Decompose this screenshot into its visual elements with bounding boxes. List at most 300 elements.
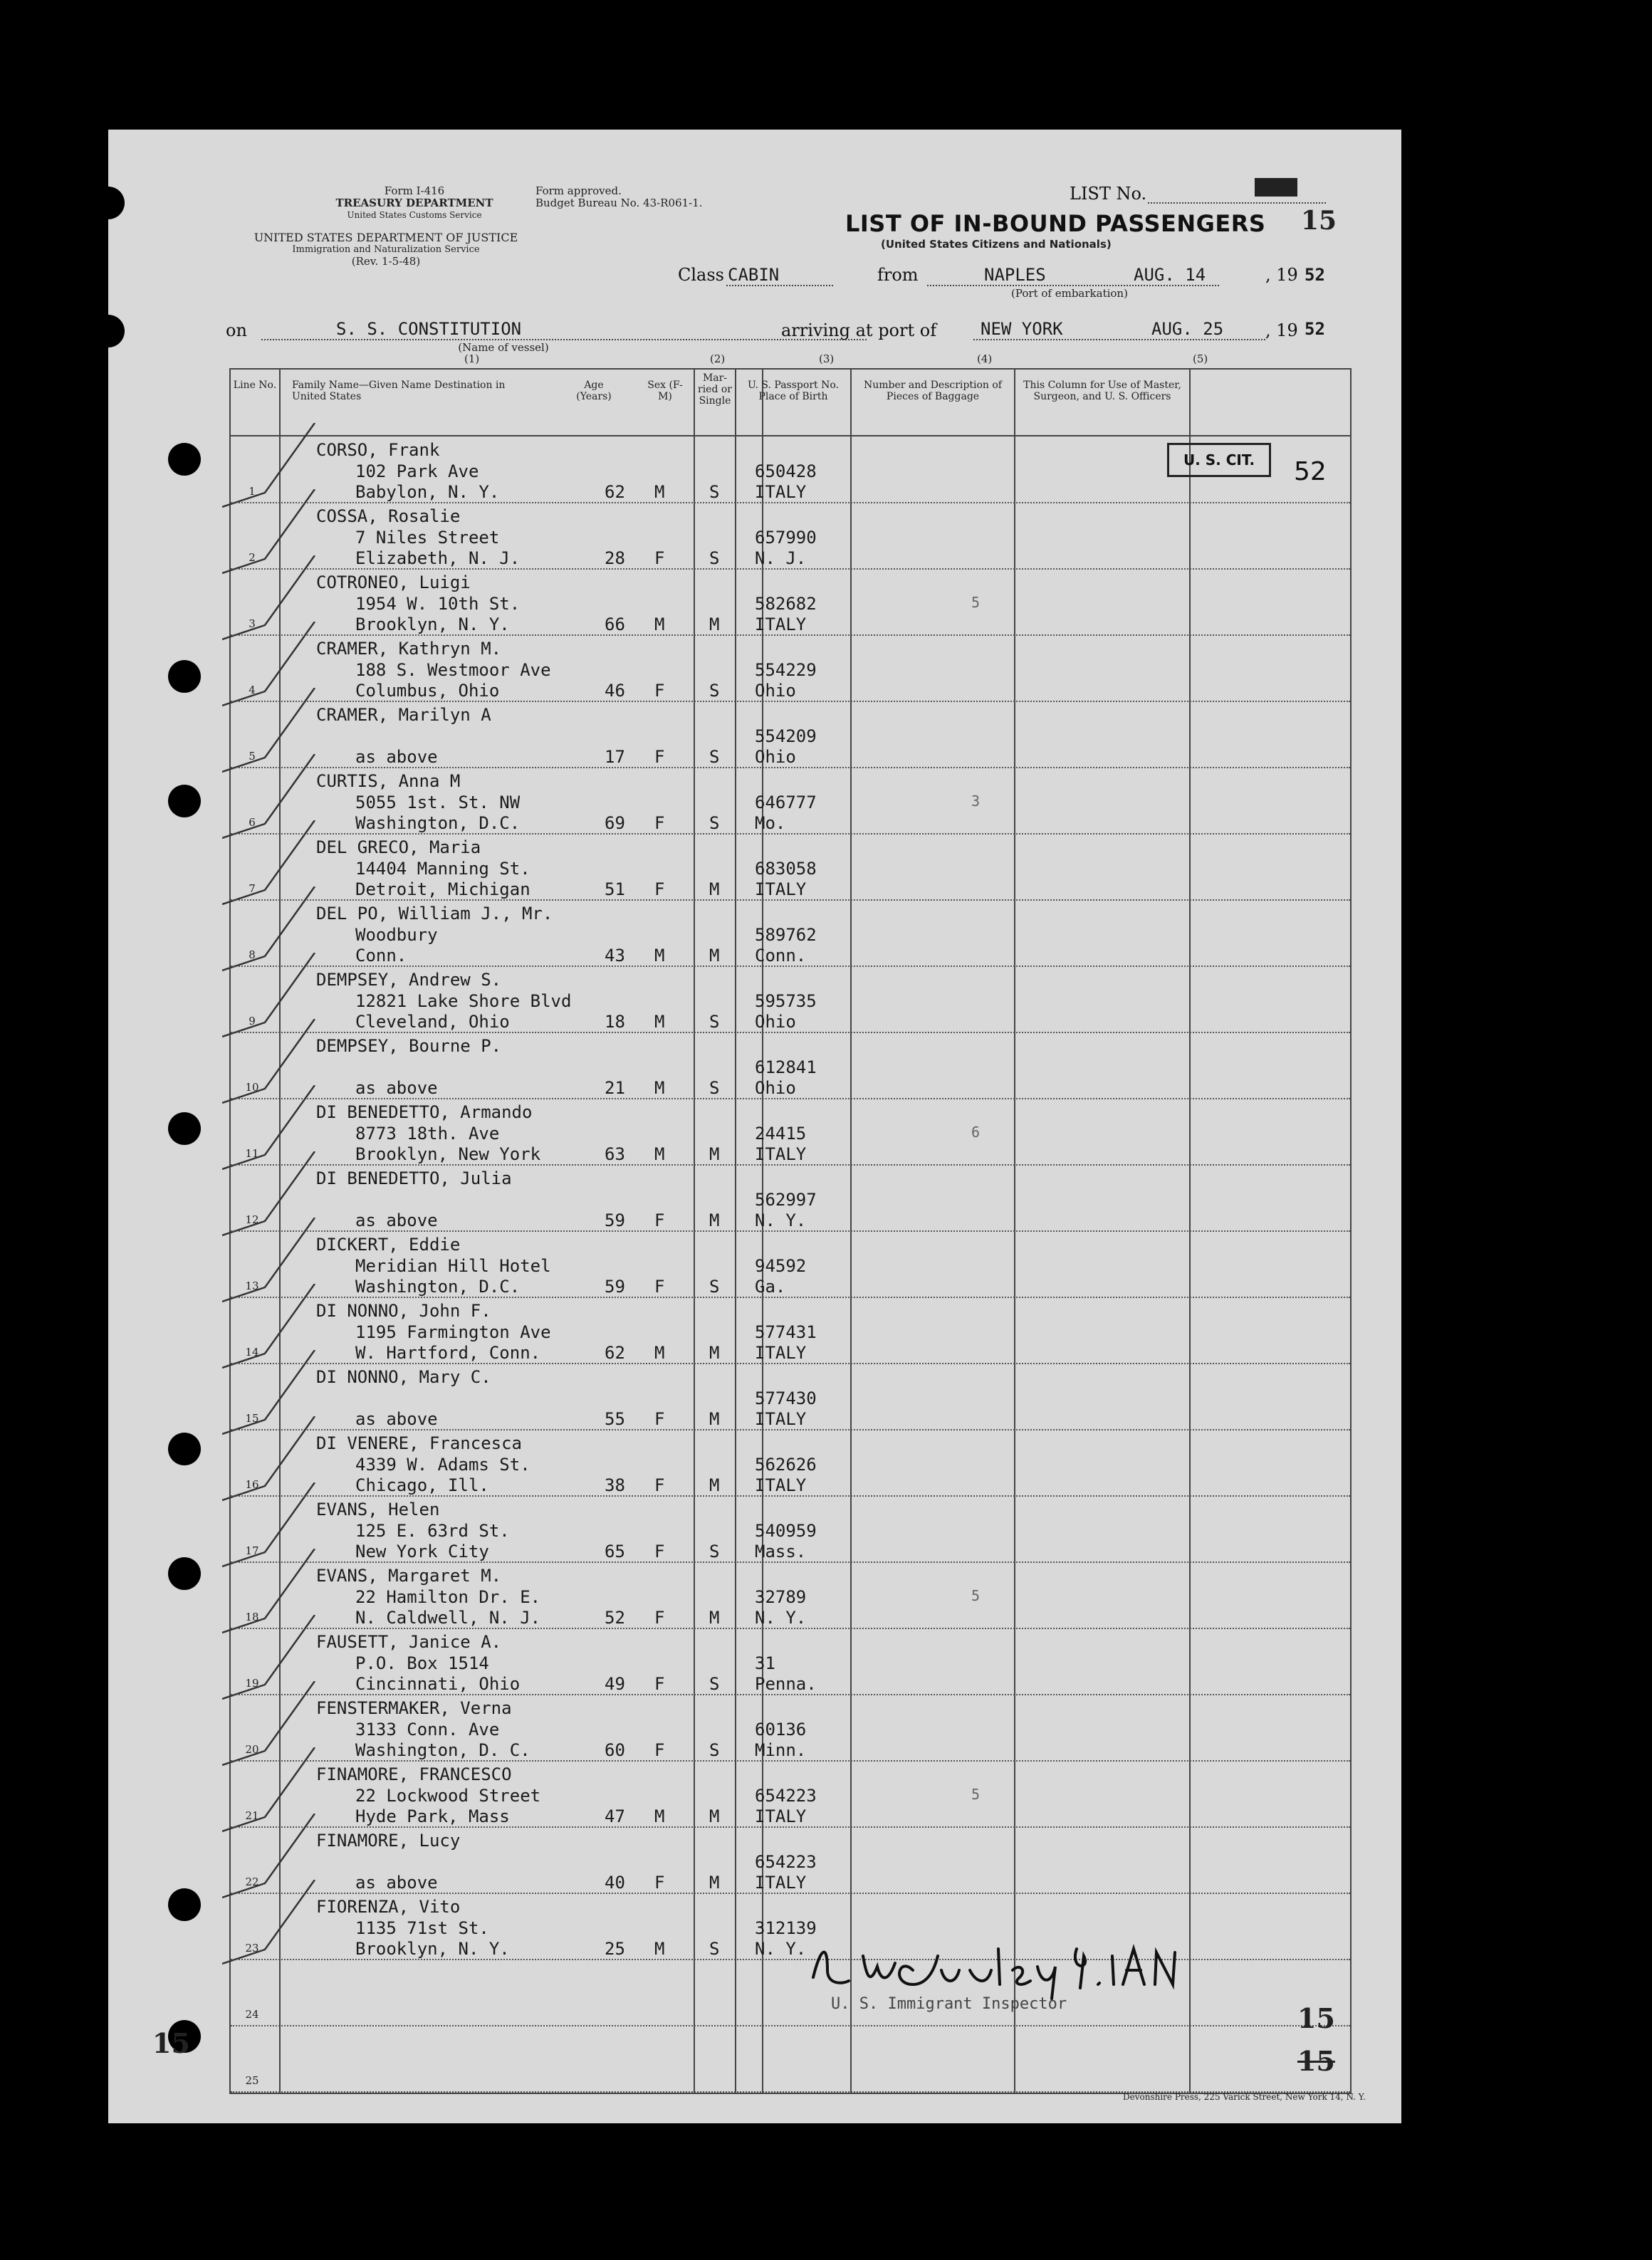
passport-number: 646777 [755, 792, 817, 812]
destination-city: Conn. [355, 946, 407, 966]
passenger-name: DI NONNO, Mary C. [316, 1367, 491, 1387]
line-number: 21 [245, 1809, 259, 1822]
passenger-name: DEMPSEY, Bourne P. [316, 1036, 502, 1056]
passport-number: 654223 [755, 1852, 817, 1872]
table-row [231, 835, 1350, 901]
passenger-name: CURTIS, Anna M [316, 771, 461, 791]
sex-value: F [654, 1542, 665, 1561]
age-value: 17 [605, 747, 625, 767]
passenger-name: DEMPSEY, Andrew S. [316, 970, 502, 990]
passport-number: 612841 [755, 1057, 817, 1077]
marital-status: M [709, 1409, 720, 1429]
table-row [231, 1497, 1350, 1563]
table-row [231, 1166, 1350, 1232]
sex-value: F [654, 1277, 665, 1297]
from-label: from [877, 265, 919, 285]
depart-year: 52 [1305, 265, 1325, 285]
sex-value: F [654, 681, 665, 701]
sex-value: M [654, 1144, 665, 1164]
arrival-port: NEW YORK [981, 319, 1063, 339]
passenger-name: EVANS, Helen [316, 1500, 440, 1519]
sex-value: M [654, 1806, 665, 1826]
line-number: 16 [245, 1478, 259, 1491]
passenger-name: DI NONNO, John F. [316, 1301, 491, 1321]
line-number: 13 [245, 1280, 259, 1292]
table-row [231, 1695, 1350, 1762]
line-number: 25 [245, 2074, 259, 2087]
birthplace: Ohio [755, 1078, 796, 1098]
destination-city: Elizabeth, N. J. [355, 548, 521, 568]
passport-number: 24415 [755, 1124, 807, 1144]
destination-city: N. Caldwell, N. J. [355, 1608, 541, 1628]
check-mark-icon [222, 1880, 322, 1965]
list-no-label: LIST No. [1070, 184, 1147, 204]
line-number: 17 [245, 1544, 259, 1557]
baggage-count: 5 [971, 1786, 981, 1803]
list-no-line [1148, 202, 1326, 204]
marital-status: S [709, 1012, 720, 1032]
baggage-count: 3 [971, 792, 981, 810]
line-number: 11 [245, 1147, 259, 1160]
table-row [231, 1033, 1350, 1099]
sex-value: M [654, 1078, 665, 1098]
birthplace: ITALY [755, 614, 807, 634]
line-number: 8 [249, 948, 256, 961]
address-line: 1195 Farmington Ave [355, 1322, 551, 1342]
age-value: 49 [605, 1674, 625, 1694]
birthplace: ITALY [755, 879, 807, 899]
age-value: 51 [605, 879, 625, 899]
marital-status: S [709, 1939, 720, 1959]
sex-value: F [654, 1740, 665, 1760]
sex-value: F [654, 1475, 665, 1495]
birthplace: Ga. [755, 1277, 786, 1297]
passenger-name: CRAMER, Kathryn M. [316, 639, 502, 659]
customs-label: United States Customs Service [347, 210, 482, 220]
table-row [231, 570, 1350, 636]
sex-value: F [654, 1674, 665, 1694]
age-value: 55 [605, 1409, 625, 1429]
sex-value: F [654, 1210, 665, 1230]
destination-city: New York City [355, 1542, 489, 1561]
list-number: 15 [1301, 206, 1337, 236]
age-value: 52 [605, 1608, 625, 1628]
line-number: 7 [249, 882, 256, 895]
destination-city: Cleveland, Ohio [355, 1012, 510, 1032]
birthplace: N. Y. [755, 1210, 807, 1230]
address-line: 1954 W. 10th St. [355, 594, 521, 614]
printer-footer: Devonshire Press, 225 Varick Street, New York 14, N. Y. [1122, 2092, 1366, 2102]
passenger-name: DEL PO, William J., Mr. [316, 904, 553, 924]
table-row [231, 2026, 1350, 2093]
marital-status: M [709, 1873, 720, 1893]
passport-number: 94592 [755, 1256, 807, 1276]
binder-hole [168, 1557, 201, 1590]
marital-status: M [709, 946, 720, 966]
col-head-passport: U. S. Passport No. Place of Birth [748, 380, 839, 402]
line-number: 20 [245, 1743, 259, 1756]
age-value: 43 [605, 946, 625, 966]
port-line [973, 339, 1265, 340]
table-body [231, 437, 1350, 2093]
sex-value: M [654, 1343, 665, 1363]
destination-city: as above [355, 1409, 438, 1429]
arrive-year: 52 [1305, 319, 1325, 339]
birthplace: Mo. [755, 813, 786, 833]
destination-city: Brooklyn, New York [355, 1144, 541, 1164]
col-head-baggage: Number and Description of Pieces of Baggage [864, 380, 1002, 402]
address-line: 102 Park Ave [355, 461, 479, 481]
form-header-justice [222, 231, 550, 268]
passport-number: 683058 [755, 859, 817, 879]
address-line: 3133 Conn. Ave [355, 1720, 500, 1740]
passport-number: 562626 [755, 1455, 817, 1475]
line-number: 23 [245, 1942, 259, 1955]
age-value: 63 [605, 1144, 625, 1164]
line-number: 19 [245, 1677, 259, 1690]
marital-status: M [709, 879, 720, 899]
destination-city: as above [355, 1873, 438, 1893]
col-number: (4) [977, 352, 993, 365]
revision-label: (Rev. 1-5-48) [351, 255, 421, 268]
age-value: 21 [605, 1078, 625, 1098]
destination-city: Washington, D.C. [355, 813, 521, 833]
budget-label: Budget Bureau No. 43-R061-1. [535, 197, 703, 209]
table-row [231, 901, 1350, 967]
birthplace: ITALY [755, 482, 807, 502]
destination-city: as above [355, 1078, 438, 1098]
passport-number: 650428 [755, 461, 817, 481]
address-line: 188 S. Westmoor Ave [355, 660, 551, 680]
arriving-label: arriving at port of [781, 320, 937, 340]
passenger-name: EVANS, Margaret M. [316, 1566, 502, 1586]
embark-note: (Port of embarkation) [1011, 287, 1128, 300]
col-head-married: Mar- ried or Single [698, 372, 732, 407]
birthplace: N. Y. [755, 1939, 807, 1959]
binder-hole [168, 660, 201, 693]
marital-status: S [709, 747, 720, 767]
address-line: 14404 Manning St. [355, 859, 530, 879]
table-row [231, 636, 1350, 702]
passport-number: 595735 [755, 991, 817, 1011]
destination-city: Washington, D.C. [355, 1277, 521, 1297]
table-row [231, 1828, 1350, 1894]
passport-number: 312139 [755, 1918, 817, 1938]
age-value: 69 [605, 813, 625, 833]
col-number: (1) [464, 352, 480, 365]
passport-number: 582682 [755, 594, 817, 614]
destination-city: Brooklyn, N. Y. [355, 1939, 510, 1959]
redaction-mark [1255, 178, 1297, 197]
table-row [231, 503, 1350, 570]
marital-status: S [709, 681, 720, 701]
destination-city: Washington, D. C. [355, 1740, 530, 1760]
manifest-page [108, 130, 1401, 2123]
birthplace: Mass. [755, 1542, 807, 1561]
line-number: 4 [249, 684, 256, 696]
sex-value: F [654, 548, 665, 568]
passport-number: 577430 [755, 1388, 817, 1408]
passenger-name: CRAMER, Marilyn A [316, 705, 491, 725]
table-row [231, 1364, 1350, 1430]
passport-number: 31 [755, 1653, 775, 1673]
marital-status: S [709, 1740, 720, 1760]
col-head-name: Family Name—Given Name Destination in United States [292, 380, 506, 402]
address-line: 22 Lockwood Street [355, 1786, 541, 1806]
passport-number: 654223 [755, 1786, 817, 1806]
sex-value: F [654, 1409, 665, 1429]
address-line: 8773 18th. Ave [355, 1124, 500, 1144]
destination-city: Cincinnati, Ohio [355, 1674, 521, 1694]
line-number: 2 [249, 551, 256, 564]
binder-hole [92, 315, 125, 347]
class-value: CABIN [728, 265, 780, 285]
age-value: 18 [605, 1012, 625, 1032]
sex-value: M [654, 482, 665, 502]
birthplace: Minn. [755, 1740, 807, 1760]
table-row [231, 1232, 1350, 1298]
birthplace: N. Y. [755, 1608, 807, 1628]
page-number-right: 15 [1297, 2002, 1335, 2034]
passenger-name: FINAMORE, FRANCESCO [316, 1764, 512, 1784]
passport-number: 554209 [755, 726, 817, 746]
marital-status: M [709, 614, 720, 634]
line-number: 1 [249, 485, 256, 498]
marital-status: M [709, 1210, 720, 1230]
col-head-officers: This Column for Use of Master, Surgeon, and U. S. Officers [1023, 380, 1181, 402]
passport-number: 589762 [755, 925, 817, 945]
passport-number: 577431 [755, 1322, 817, 1342]
page-subtitle: (United States Citizens and Nationals) [881, 238, 1112, 251]
passenger-name: COTRONEO, Luigi [316, 572, 471, 592]
form-number: Form I-416 [384, 184, 445, 197]
passport-number: 60136 [755, 1720, 807, 1740]
age-value: 62 [605, 1343, 625, 1363]
ins-label: Immigration and Naturalization Service [292, 244, 480, 255]
col-head-sex: Sex (F-M) [647, 380, 683, 402]
marital-status: S [709, 548, 720, 568]
col-number: (3) [819, 352, 835, 365]
from-line [927, 285, 1219, 286]
birthplace: Conn. [755, 946, 807, 966]
line-number: 5 [249, 750, 256, 763]
marital-status: M [709, 1144, 720, 1164]
sex-value: F [654, 747, 665, 767]
birthplace: Ohio [755, 681, 796, 701]
birthplace: ITALY [755, 1409, 807, 1429]
sex-value: F [654, 1873, 665, 1893]
marital-status: M [709, 1806, 720, 1826]
destination-city: Babylon, N. Y. [355, 482, 500, 502]
page-number-left: 15 [152, 2027, 190, 2059]
inspector-signature [806, 1927, 1205, 2006]
class-label: Class [678, 265, 724, 285]
on-label: on [226, 320, 247, 340]
address-line: P.O. Box 1514 [355, 1653, 489, 1673]
passenger-name: DI VENERE, Francesca [316, 1433, 522, 1453]
destination-city: Brooklyn, N. Y. [355, 614, 510, 634]
destination-city: as above [355, 747, 438, 767]
destination-city: as above [355, 1210, 438, 1230]
birthplace: ITALY [755, 1144, 807, 1164]
destination-city: Hyde Park, Mass [355, 1806, 510, 1826]
address-line: 1135 71st St. [355, 1918, 489, 1938]
vessel-name: S. S. CONSTITUTION [336, 319, 522, 339]
birthplace: ITALY [755, 1873, 807, 1893]
address-line: 7 Niles Street [355, 528, 500, 548]
binder-hole [168, 1888, 201, 1921]
table-row [231, 768, 1350, 835]
line-number: 22 [245, 1876, 259, 1888]
passenger-name: DI BENEDETTO, Julia [316, 1168, 512, 1188]
marital-status: S [709, 813, 720, 833]
page-number-struck: 15 [1297, 2045, 1335, 2077]
line-number: 3 [249, 617, 256, 630]
address-line: Meridian Hill Hotel [355, 1256, 551, 1276]
sex-value: F [654, 1608, 665, 1628]
passenger-name: FENSTERMAKER, Verna [316, 1698, 512, 1718]
age-value: 62 [605, 482, 625, 502]
age-value: 47 [605, 1806, 625, 1826]
line-number: 18 [245, 1611, 259, 1623]
sex-value: M [654, 614, 665, 634]
baggage-count: 5 [971, 594, 981, 611]
justice-label: UNITED STATES DEPARTMENT OF JUSTICE [253, 231, 518, 244]
col-head-line: Line No. [233, 380, 277, 391]
birthplace: ITALY [755, 1475, 807, 1495]
passenger-name: DI BENEDETTO, Armando [316, 1102, 533, 1122]
binder-hole [168, 443, 201, 476]
marital-status: S [709, 1277, 720, 1297]
sex-value: M [654, 1939, 665, 1959]
sex-value: M [654, 946, 665, 966]
age-value: 40 [605, 1873, 625, 1893]
header-rule [231, 435, 1350, 436]
destination-city: Chicago, Ill. [355, 1475, 489, 1495]
binder-hole [92, 187, 125, 219]
age-value: 59 [605, 1277, 625, 1297]
line-number: 14 [245, 1346, 259, 1359]
table-row [231, 1629, 1350, 1695]
us-citizen-stamp: U. S. CIT. [1167, 443, 1271, 477]
passenger-name: FINAMORE, Lucy [316, 1831, 461, 1851]
age-value: 59 [605, 1210, 625, 1230]
table-row [231, 1762, 1350, 1828]
depart-year-prefix: , 19 [1265, 265, 1298, 285]
baggage-count: 5 [971, 1587, 981, 1604]
passenger-name: CORSO, Frank [316, 440, 440, 460]
marital-status: S [709, 1078, 720, 1098]
col-number: (2) [710, 352, 726, 365]
sex-value: M [654, 1012, 665, 1032]
marital-status: M [709, 1608, 720, 1628]
stamp-count: 52 [1294, 457, 1327, 486]
sex-value: F [654, 879, 665, 899]
passenger-table [229, 368, 1352, 2094]
address-line: 5055 1st. St. NW [355, 792, 521, 812]
birthplace: ITALY [755, 1806, 807, 1826]
vessel-note: (Name of vessel) [458, 341, 549, 354]
sex-value: F [654, 813, 665, 833]
passport-number: 32789 [755, 1587, 807, 1607]
destination-city: W. Hartford, Conn. [355, 1343, 541, 1363]
passport-number: 562997 [755, 1190, 817, 1210]
address-line: 4339 W. Adams St. [355, 1455, 530, 1475]
birthplace: N. J. [755, 548, 807, 568]
line-number: 12 [245, 1213, 259, 1226]
passport-number: 657990 [755, 528, 817, 548]
page-title: LIST OF IN-BOUND PASSENGERS [845, 210, 1266, 237]
treasury-label: TREASURY DEPARTMENT [335, 197, 493, 209]
birthplace: Ohio [755, 1012, 796, 1032]
approved-label: Form approved. [535, 184, 622, 197]
col-head-age: Age (Years) [576, 380, 612, 402]
age-value: 38 [605, 1475, 625, 1495]
age-value: 25 [605, 1939, 625, 1959]
age-value: 46 [605, 681, 625, 701]
address-line: Woodbury [355, 925, 438, 945]
class-line [726, 285, 833, 286]
age-value: 66 [605, 614, 625, 634]
table-row [231, 1298, 1350, 1364]
address-line: 125 E. 63rd St. [355, 1521, 510, 1541]
passenger-name: DICKERT, Eddie [316, 1235, 461, 1255]
table-row [231, 1563, 1350, 1629]
form-approval [535, 185, 749, 209]
marital-status: S [709, 1542, 720, 1561]
col-number: (5) [1193, 352, 1208, 365]
binder-hole [168, 785, 201, 817]
binder-hole [168, 1433, 201, 1465]
line-number: 6 [249, 816, 256, 829]
age-value: 60 [605, 1740, 625, 1760]
marital-status: S [709, 482, 720, 502]
age-value: 28 [605, 548, 625, 568]
line-number: 15 [245, 1412, 259, 1425]
marital-status: M [709, 1343, 720, 1363]
table-row [231, 702, 1350, 768]
signature-caption: U. S. Immigrant Inspector [831, 1995, 1067, 2013]
address-line: 12821 Lake Shore Blvd [355, 991, 572, 1011]
line-number: 24 [245, 2008, 259, 2021]
destination-city: Detroit, Michigan [355, 879, 530, 899]
table-row [231, 1099, 1350, 1166]
destination-city: Columbus, Ohio [355, 681, 500, 701]
birthplace: Penna. [755, 1674, 817, 1694]
marital-status: M [709, 1475, 720, 1495]
arrive-date: AUG. 25 [1151, 319, 1224, 339]
baggage-count: 6 [971, 1124, 981, 1141]
line-number: 9 [249, 1015, 256, 1027]
passenger-name: COSSA, Rosalie [316, 506, 461, 526]
birthplace: Ohio [755, 747, 796, 767]
passenger-name: FIORENZA, Vito [316, 1897, 461, 1917]
marital-status: S [709, 1674, 720, 1694]
age-value: 65 [605, 1542, 625, 1561]
depart-date: AUG. 14 [1134, 265, 1206, 285]
passport-number: 554229 [755, 660, 817, 680]
form-header-treasury [322, 185, 507, 221]
line-number: 10 [245, 1081, 259, 1094]
address-line: 22 Hamilton Dr. E. [355, 1587, 541, 1607]
from-value: NAPLES [984, 265, 1046, 285]
table-row [231, 967, 1350, 1033]
table-row [231, 1430, 1350, 1497]
passenger-name: FAUSETT, Janice A. [316, 1632, 502, 1652]
birthplace: ITALY [755, 1343, 807, 1363]
vessel-line [261, 339, 867, 340]
arrive-year-prefix: , 19 [1265, 320, 1298, 340]
